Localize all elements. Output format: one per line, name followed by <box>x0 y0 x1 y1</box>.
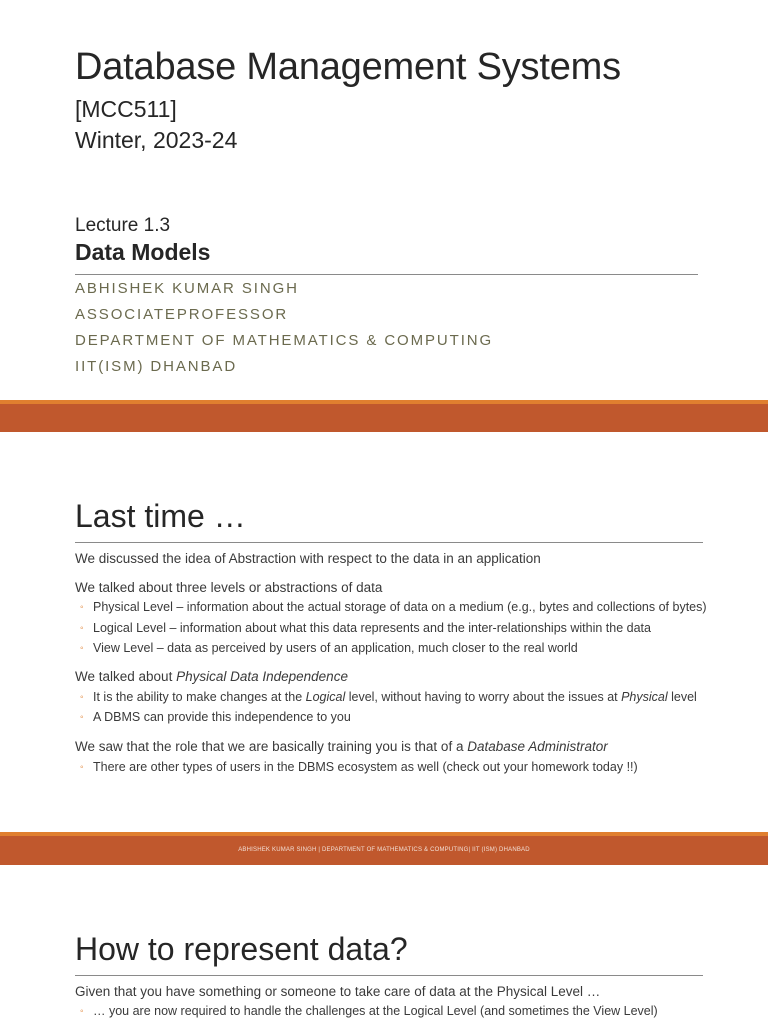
slide-heading: How to represent data? <box>75 931 408 967</box>
author-position: ASSOCIATEPROFESSOR <box>75 306 289 323</box>
author-institute: IIT(ISM) DHANBAD <box>75 358 238 375</box>
author-name: ABHISHEK KUMAR SINGH <box>75 280 299 297</box>
list-item: ◦ It is the ability to make changes at the Logical level, without having to worry about the issues at Physical level <box>80 690 697 704</box>
list-item: ◦ … you are now required to handle the challenges at the Logical Level (and sometimes the View Level) <box>80 1004 658 1018</box>
representation-slide <box>0 865 768 1024</box>
bullet-icon: ◦ <box>80 762 84 773</box>
lecture-title: Data Models <box>75 239 211 265</box>
bullet-icon: ◦ <box>80 602 84 613</box>
paragraph: We talked about Physical Data Independence <box>75 669 348 684</box>
accent-band <box>0 404 768 432</box>
list-item: ◦ View Level – data as perceived by users of an application, much closer to the real world <box>80 641 578 655</box>
heading-divider <box>75 975 703 976</box>
bullet-icon: ◦ <box>80 643 84 654</box>
paragraph: We discussed the idea of Abstraction with respect to the data in an application <box>75 551 541 566</box>
lecture-number: Lecture 1.3 <box>75 215 171 236</box>
list-item: ◦ Physical Level – information about the actual storage of data on a medium (e.g., bytes and collections of bytes) <box>80 600 707 614</box>
heading-divider <box>75 542 703 543</box>
slide-footer: ABHISHEK KUMAR SINGH | DEPARTMENT OF MATHEMATICS & COMPUTING| IIT (ISM) DHANBAD <box>238 847 530 853</box>
paragraph: Given that you have something or someone to take care of data at the Physical Level … <box>75 984 601 999</box>
paragraph: We saw that the role that we are basically training you is that of a Database Administrator <box>75 739 608 754</box>
recap-slide <box>0 432 768 865</box>
title-slide <box>0 0 768 432</box>
course-term: Winter, 2023-24 <box>75 127 238 153</box>
course-code: [MCC511] <box>75 96 177 122</box>
list-item: ◦ There are other types of users in the DBMS ecosystem as well (check out your homework today !!) <box>80 760 638 774</box>
slide-heading: Last time … <box>75 498 246 534</box>
paragraph: We talked about three levels or abstractions of data <box>75 580 383 595</box>
bullet-icon: ◦ <box>80 712 84 723</box>
course-title: Database Management Systems <box>75 46 621 88</box>
title-divider <box>75 274 698 275</box>
bullet-icon: ◦ <box>80 692 84 703</box>
list-item: ◦ Logical Level – information about what this data represents and the inter-relationships within the data <box>80 621 651 635</box>
list-item: ◦ A DBMS can provide this independence to you <box>80 710 351 724</box>
bullet-icon: ◦ <box>80 1006 84 1017</box>
author-department: DEPARTMENT OF MATHEMATICS & COMPUTING <box>75 332 494 349</box>
bullet-icon: ◦ <box>80 623 84 634</box>
